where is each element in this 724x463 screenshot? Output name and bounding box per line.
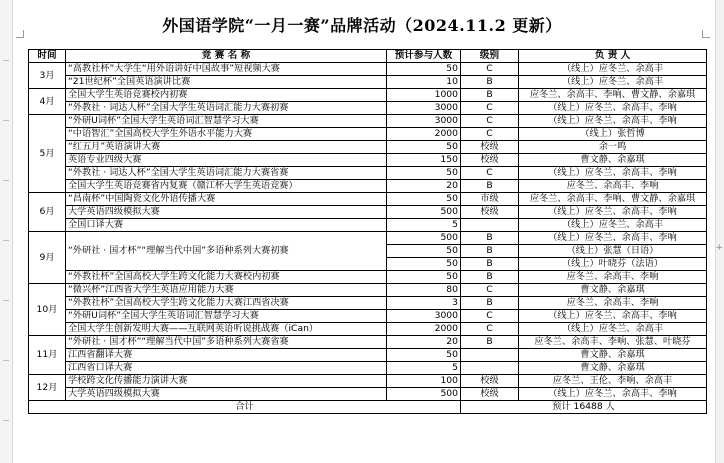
activity-table: [28, 49, 707, 414]
month-cell: 3月: [29, 63, 66, 89]
competition-name: “中语智汇”全国高校大学生外语水平能力大赛: [66, 128, 387, 141]
level-cell: [461, 219, 519, 232]
competition-name: “红五月”英语演讲大赛: [66, 141, 387, 154]
owner-cell: 应冬兰、余高丰、李响、曹文静、余嘉琪: [519, 89, 707, 102]
level-cell: [461, 362, 519, 375]
document-title: 外国语学院“一月一赛”品牌活动（2024.11.2 更新）: [162, 16, 562, 35]
total-value: 预计 16488 人: [461, 401, 707, 414]
month-cell: 11月: [29, 336, 66, 375]
add-row-plus-icon[interactable]: +: [715, 243, 723, 253]
participant-count: 50: [387, 258, 461, 271]
table-row: [29, 362, 707, 375]
table-row: [29, 271, 707, 284]
level-cell: B: [461, 245, 519, 258]
level-cell: B: [461, 89, 519, 102]
level-cell: C: [461, 128, 519, 141]
table-row: [29, 336, 707, 349]
competition-name: “高教社杯”大学生“用外语讲好中国故事”短视频大赛: [66, 63, 387, 76]
owner-cell: 应冬兰、王伦、李响、余高丰: [519, 375, 707, 388]
total-row: [29, 401, 707, 414]
table-row: [29, 310, 707, 323]
participant-count: 500: [387, 232, 461, 245]
level-cell: B: [461, 336, 519, 349]
participant-count: 3: [387, 297, 461, 310]
participant-count: 3000: [387, 310, 461, 323]
level-cell: [461, 349, 519, 362]
table-row: [29, 63, 707, 76]
participant-count: 50: [387, 193, 461, 206]
right-scroll-edge[interactable]: [715, 0, 724, 463]
participant-count: 150: [387, 154, 461, 167]
owner-cell: （线上）应冬兰、余高丰: [519, 219, 707, 232]
owner-cell: （线上）应冬兰、余高丰、李响: [519, 206, 707, 219]
table-row: [29, 167, 707, 180]
header-time: 时间: [29, 50, 66, 63]
competition-name: “21世纪杯”全国英语演讲比赛: [66, 76, 387, 89]
competition-name: 全国大学生英语竞赛校内初赛: [66, 89, 387, 102]
competition-name: 英语专业四级大赛: [66, 154, 387, 167]
owner-cell: 应冬兰、余高丰、李响、张慧、叶晓芬: [519, 336, 707, 349]
competition-name: “外教社 · 词达人杯”全国大学生英语词汇能力大赛省赛: [66, 167, 387, 180]
month-cell: 6月: [29, 193, 66, 232]
level-cell: B: [461, 258, 519, 271]
participant-count: 2000: [387, 323, 461, 336]
participant-count: 3000: [387, 115, 461, 128]
owner-cell: 余一鸣: [519, 141, 707, 154]
competition-name: “外教社杯”全国高校大学生跨文化能力大赛江西省决赛: [66, 297, 387, 310]
competition-name: 全国口译大赛: [66, 219, 387, 232]
owner-cell: （线上）应冬兰、余高丰、李响: [519, 388, 707, 401]
header-owner: 负 责 人: [519, 50, 707, 63]
participant-count: 5: [387, 219, 461, 232]
competition-name: “外教社 · 词达人杯”全国大学生英语词汇能力大赛初赛: [66, 102, 387, 115]
competition-name: 大学英语四级模拟大赛: [66, 206, 387, 219]
competition-name: “外研U词杯”全国大学生英语词汇智慧学习大赛: [66, 115, 387, 128]
table-row: [29, 141, 707, 154]
owner-cell: 应冬兰、余高丰、李响、曹文静、余嘉琪: [519, 193, 707, 206]
owner-cell: （线上）应冬兰、余高丰、李响: [519, 167, 707, 180]
participant-count: 5: [387, 362, 461, 375]
owner-cell: （线上）应冬兰、余高丰: [519, 323, 707, 336]
month-cell: 10月: [29, 284, 66, 336]
month-cell: 9月: [29, 232, 66, 284]
participant-count: 10: [387, 76, 461, 89]
participant-count: 50: [387, 63, 461, 76]
level-cell: B: [461, 76, 519, 89]
participant-count: 50: [387, 245, 461, 258]
participant-count: 50: [387, 349, 461, 362]
owner-cell: （线上）张哲博: [519, 128, 707, 141]
owner-cell: （线上）张慧（日语）: [519, 245, 707, 258]
level-cell: C: [461, 323, 519, 336]
participant-count: 20: [387, 336, 461, 349]
vertical-ruler: [0, 0, 13, 463]
table-row: [29, 154, 707, 167]
owner-cell: 曹文静、余嘉琪: [519, 362, 707, 375]
participant-count: 500: [387, 388, 461, 401]
participant-count: 500: [387, 206, 461, 219]
level-cell: C: [461, 310, 519, 323]
owner-cell: 应冬兰、余高丰、李响: [519, 297, 707, 310]
level-cell: B: [461, 180, 519, 193]
table-row: [29, 206, 707, 219]
header-expected-participants: 预计参与人数: [387, 50, 461, 63]
level-cell: 校级: [461, 206, 519, 219]
table-row: [29, 232, 707, 245]
level-cell: C: [461, 115, 519, 128]
participant-count: 50: [387, 271, 461, 284]
competition-name: 全国大学生创新发明大赛——互联网英语听说挑战赛（iCan）: [66, 323, 387, 336]
total-label: 合计: [29, 401, 461, 414]
table-row: [29, 297, 707, 310]
owner-cell: 曹文静、余嘉琪: [519, 154, 707, 167]
participant-count: 50: [387, 167, 461, 180]
competition-name: “外研社 · 国才杯”“理解当代中国”多语种系列大赛省赛: [66, 336, 387, 349]
competition-name: “微兴杯”江西省大学生英语应用能力大赛: [66, 284, 387, 297]
level-cell: C: [461, 167, 519, 180]
competition-name: 大学英语四级模拟大赛: [66, 388, 387, 401]
month-cell: 4月: [29, 89, 66, 115]
level-cell: B: [461, 297, 519, 310]
level-cell: B: [461, 232, 519, 245]
table-row: [29, 115, 707, 128]
competition-name: 江西省翻译大赛: [66, 349, 387, 362]
owner-cell: 应冬兰、余高丰、李响: [519, 271, 707, 284]
month-cell: 12月: [29, 375, 66, 401]
table-row: [29, 102, 707, 115]
level-cell: 校级: [461, 375, 519, 388]
competition-name: “外教社杯”全国高校大学生跨文化能力大赛校内初赛: [66, 271, 387, 284]
owner-cell: 曹文静、余嘉琪: [519, 284, 707, 297]
table-row: [29, 219, 707, 232]
level-cell: B: [461, 271, 519, 284]
owner-cell: 曹文静、余嘉琪: [519, 349, 707, 362]
table-row: [29, 323, 707, 336]
level-cell: C: [461, 63, 519, 76]
table-header-row: [29, 50, 707, 63]
owner-cell: （线上）叶晓芬（法语）: [519, 258, 707, 271]
participant-count: 50: [387, 141, 461, 154]
participant-count: 2000: [387, 128, 461, 141]
participant-count: 1000: [387, 89, 461, 102]
table-row: [29, 284, 707, 297]
table-row: [29, 193, 707, 206]
participant-count: 80: [387, 284, 461, 297]
owner-cell: （线上）应冬兰、余高丰: [519, 76, 707, 89]
header-competition-name: 竞 赛 名 称: [66, 50, 387, 63]
table-row: [29, 388, 707, 401]
competition-name: “昌南杯”中国陶瓷文化外语传播大赛: [66, 193, 387, 206]
owner-cell: （线上）应冬兰、余高丰、李响: [519, 115, 707, 128]
participant-count: 100: [387, 375, 461, 388]
competition-name: 全国大学生英语竞赛省内复赛（赣江杯大学生英语竞赛）: [66, 180, 387, 193]
level-cell: 校级: [461, 388, 519, 401]
header-level: 级别: [461, 50, 519, 63]
owner-cell: （线上）应冬兰、余高丰、李响: [519, 310, 707, 323]
participant-count: 20: [387, 180, 461, 193]
table-row: [29, 375, 707, 388]
competition-name: 江西省口译大赛: [66, 362, 387, 375]
participant-count: 3000: [387, 102, 461, 115]
level-cell: 校级: [461, 141, 519, 154]
table-row: [29, 76, 707, 89]
table-row: [29, 89, 707, 102]
table-row: [29, 349, 707, 362]
month-cell: 5月: [29, 115, 66, 193]
competition-name: “外研社 · 国才杯”“理解当代中国”多语种系列大赛初赛: [66, 232, 387, 271]
table-row: [29, 128, 707, 141]
owner-cell: （线上）应冬兰、余高丰: [519, 63, 707, 76]
owner-cell: 应冬兰、余高丰、李响: [519, 180, 707, 193]
table-row: [29, 180, 707, 193]
owner-cell: （线上）应冬兰、余高丰、李响: [519, 232, 707, 245]
level-cell: C: [461, 102, 519, 115]
level-cell: 校级: [461, 154, 519, 167]
level-cell: C: [461, 284, 519, 297]
owner-cell: （线上）应冬兰、余高丰、李响: [519, 102, 707, 115]
competition-name: “外研U词杯”全国大学生英语词汇智慧学习大赛: [66, 310, 387, 323]
competition-name: 学校跨文化传播能力演讲大赛: [66, 375, 387, 388]
level-cell: 市级: [461, 193, 519, 206]
